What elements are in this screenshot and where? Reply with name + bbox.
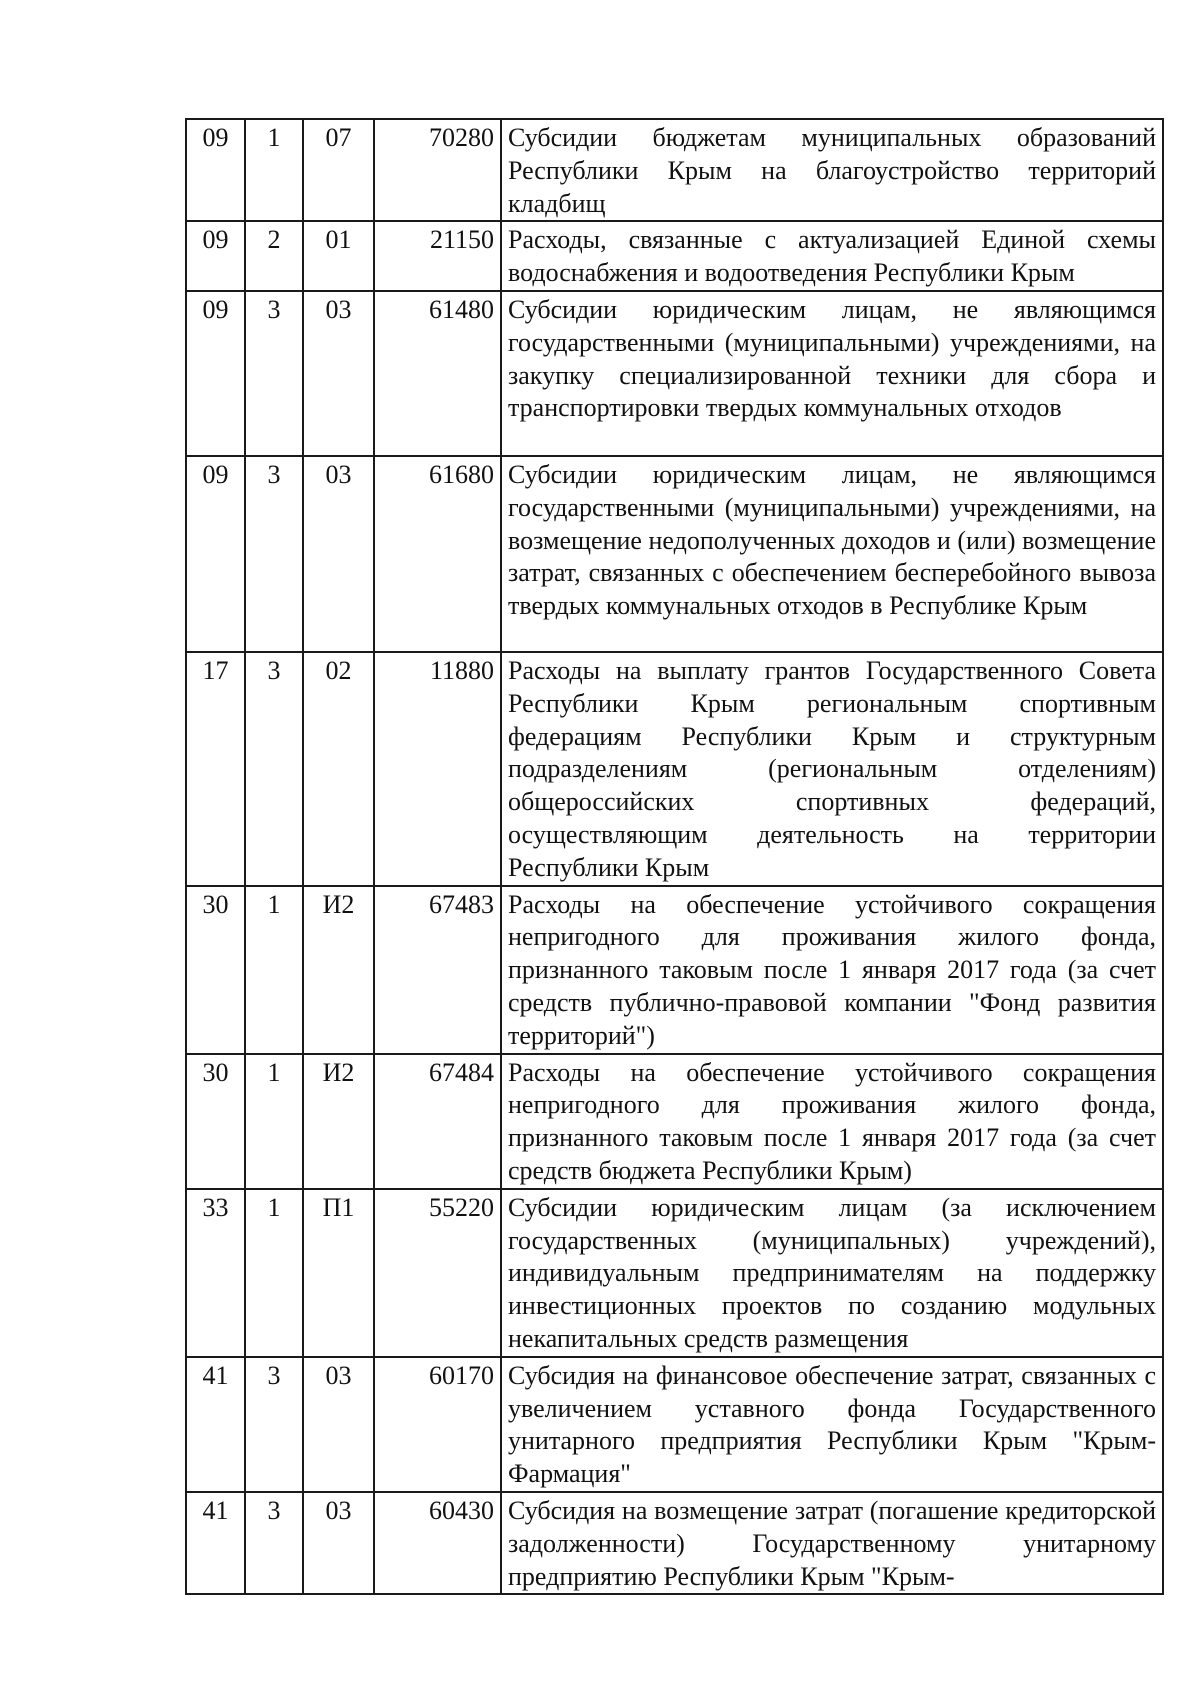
expense-direction-code-cell: 21150 (374, 221, 501, 291)
event-code-cell: И2 (303, 886, 374, 1054)
description-cell: Субсидии бюджетам муниципальных образований Республики Крым на благоустройство территорий кладбищ (501, 119, 1163, 221)
program-code-cell: 09 (186, 119, 245, 221)
description-cell: Субсидии юридическим лицам (за исключением государственных (муниципальных) учреждений), индивидуальным предпринимателям на поддержку инвестиционных проектов по созданию модульных некапитальных средств размещения (501, 1189, 1163, 1357)
expense-direction-code-cell: 61680 (374, 456, 501, 652)
table-row (186, 221, 1163, 291)
table-row (186, 1357, 1163, 1492)
expense-direction-code-cell: 61480 (374, 291, 501, 456)
description-cell: Субсидии юридическим лицам, не являющимся государственными (муниципальными) учреждениями, на возмещение недополученных доходов и (или) возмещение затрат, связанных с обеспечением бесперебойного вывоза твердых коммунальных отходов в Республике Крым (501, 456, 1163, 652)
description-cell: Расходы на обеспечение устойчивого сокращения непригодного для проживания жилого фонда, признанного таковым после 1 января 2017 года (за счет средств бюджета Республики Крым) (501, 1054, 1163, 1189)
subprogram-code-cell: 3 (245, 652, 303, 886)
program-code-cell: 33 (186, 1189, 245, 1357)
program-code-cell: 30 (186, 886, 245, 1054)
subprogram-code-cell: 2 (245, 221, 303, 291)
table-row (186, 652, 1163, 886)
expense-direction-code-cell: 60170 (374, 1357, 501, 1492)
description-cell: Расходы на обеспечение устойчивого сокращения непригодного для проживания жилого фонда, признанного таковым после 1 января 2017 года (за счет средств публично-правовой компании "Фонд развития территорий") (501, 886, 1163, 1054)
program-code-cell: 09 (186, 221, 245, 291)
event-code-cell: И2 (303, 1054, 374, 1189)
description-cell: Расходы на выплату грантов Государственного Совета Республики Крым региональным спортивным федерациям Республики Крым и структурным подразделениям (региональным отделениям) общероссийских спортивных федераций, осуществляющим деятельность на территории Республики Крым (501, 652, 1163, 886)
table-row (186, 1492, 1163, 1594)
subprogram-code-cell: 1 (245, 886, 303, 1054)
event-code-cell: П1 (303, 1189, 374, 1357)
expense-direction-code-cell: 55220 (374, 1189, 501, 1357)
expense-direction-code-cell: 67483 (374, 886, 501, 1054)
description-cell: Субсидия на финансовое обеспечение затрат, связанных с увеличением уставного фонда Государственного унитарного предприятия Республики Крым "Крым-Фармация" (501, 1357, 1163, 1492)
description-cell: Субсидии юридическим лицам, не являющимся государственными (муниципальными) учреждениями, на закупку специализированной техники для сбора и транспортировки твердых коммунальных отходов (501, 291, 1163, 456)
event-code-cell: 02 (303, 652, 374, 886)
event-code-cell: 03 (303, 1357, 374, 1492)
program-code-cell: 30 (186, 1054, 245, 1189)
program-code-cell: 41 (186, 1492, 245, 1594)
subprogram-code-cell: 3 (245, 456, 303, 652)
expense-direction-code-cell: 70280 (374, 119, 501, 221)
event-code-cell: 03 (303, 456, 374, 652)
subprogram-code-cell: 3 (245, 1357, 303, 1492)
event-code-cell: 03 (303, 1492, 374, 1594)
program-code-cell: 09 (186, 291, 245, 456)
expense-direction-code-cell: 67484 (374, 1054, 501, 1189)
event-code-cell: 01 (303, 221, 374, 291)
subprogram-code-cell: 3 (245, 291, 303, 456)
table-row (186, 456, 1163, 652)
program-code-cell: 17 (186, 652, 245, 886)
subprogram-code-cell: 1 (245, 1054, 303, 1189)
program-code-cell: 41 (186, 1357, 245, 1492)
subprogram-code-cell: 1 (245, 1189, 303, 1357)
description-cell: Субсидия на возмещение затрат (погашение кредиторской задолженности) Государственному унитарному предприятию Республики Крым "Крым- (501, 1492, 1163, 1594)
description-cell: Расходы, связанные с актуализацией Единой схемы водоснабжения и водоотведения Республики Крым (501, 221, 1163, 291)
expense-direction-code-cell: 60430 (374, 1492, 501, 1594)
budget-classification-table (185, 118, 1164, 1595)
event-code-cell: 03 (303, 291, 374, 456)
subprogram-code-cell: 1 (245, 119, 303, 221)
subprogram-code-cell: 3 (245, 1492, 303, 1594)
table-row (186, 886, 1163, 1054)
table-row (186, 1189, 1163, 1357)
program-code-cell: 09 (186, 456, 245, 652)
event-code-cell: 07 (303, 119, 374, 221)
table-row (186, 119, 1163, 221)
expense-direction-code-cell: 11880 (374, 652, 501, 886)
table-row (186, 1054, 1163, 1189)
table-row (186, 291, 1163, 456)
